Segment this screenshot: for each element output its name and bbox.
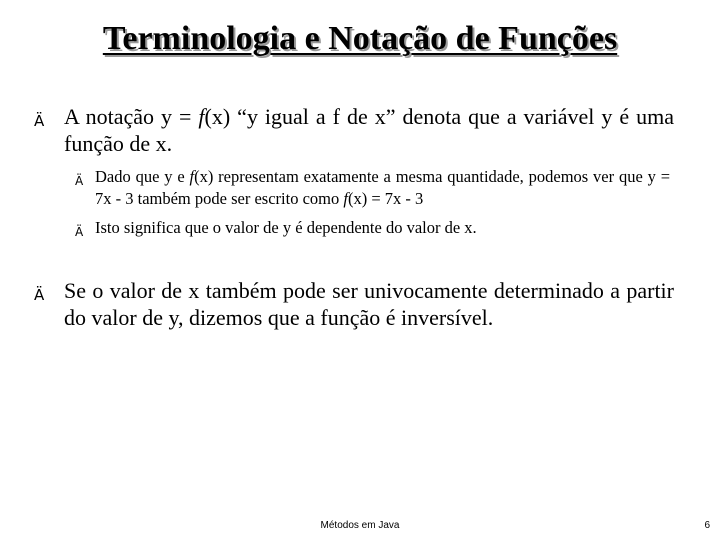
footer-course-name: Métodos em Java bbox=[320, 520, 400, 531]
sub-bullet-marker-icon: Ä bbox=[75, 225, 84, 239]
sub-bullet-marker-icon: Ä bbox=[75, 174, 84, 188]
bullet-item-1 bbox=[34, 103, 674, 157]
footer-page-number: 6 bbox=[704, 520, 710, 531]
bullet-marker-icon: Ä bbox=[34, 286, 45, 304]
slide-title: Terminologia e Notação de Funções bbox=[102, 20, 618, 57]
bullet-text: Se o valor de x também pode ser univocamente determinado a partir do valor de y, dizemos que a função é inversível. bbox=[64, 278, 674, 330]
sub-bullet-item-1 bbox=[75, 166, 670, 210]
sub-bullet-text: Dado que y e f(x) representam exatamente a mesma quantidade, podemos ver que y = 7x - 3 também pode ser escrito como f(x) = 7x - 3 bbox=[95, 167, 670, 208]
bullet-item-2 bbox=[34, 277, 674, 331]
bullet-text: A notação y = f(x) “y igual a f de x” denota que a variável y é uma função de x. bbox=[64, 104, 674, 156]
bullet-marker-icon: Ä bbox=[34, 112, 45, 130]
sub-bullet-item-2 bbox=[75, 217, 670, 239]
sub-bullet-text: Isto significa que o valor de y é dependente do valor de x. bbox=[95, 218, 477, 237]
